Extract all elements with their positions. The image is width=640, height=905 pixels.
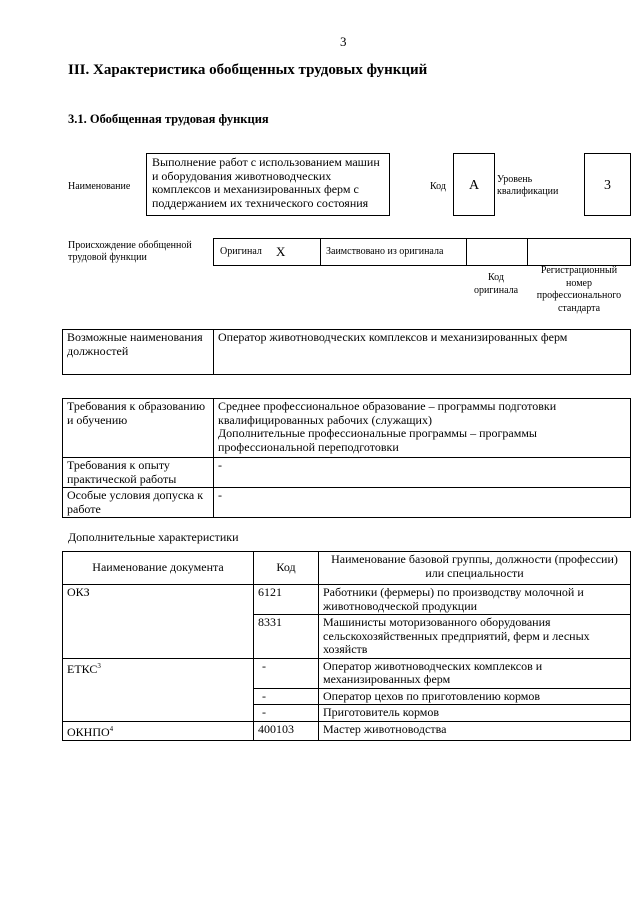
etks-code: - bbox=[254, 688, 319, 705]
oknpo-code: 400103 bbox=[254, 721, 319, 741]
etks-code: - bbox=[254, 705, 319, 722]
gtf-code-label: Код bbox=[430, 181, 446, 192]
oknpo-label: ОКНПО bbox=[67, 724, 110, 739]
req-experience-value: - bbox=[214, 458, 631, 488]
req-education-label: Требования к образованию и обучению bbox=[63, 399, 214, 458]
etks-name: Оператор цехов по приготовлению кормов bbox=[319, 688, 631, 705]
subsection-title: 3.1. Обобщенная трудовая функция bbox=[68, 112, 269, 126]
gtf-level-value: 3 bbox=[604, 178, 611, 193]
okz-name: Работники (фермеры) по производству молочной и животноводческой продукции bbox=[319, 585, 631, 615]
origin-code-original-label: Код оригинала bbox=[473, 272, 519, 296]
okz-name: Машинисты моторизованного оборудования сельскохозяйственных предприятий, ферм и лесных хозяйств bbox=[319, 615, 631, 659]
origin-original-label: Оригинал bbox=[220, 246, 262, 257]
positions-value: Оператор животноводческих комплексов и механизированных ферм bbox=[214, 330, 631, 375]
page-number: 3 bbox=[340, 34, 347, 49]
req-conditions-label: Особые условия допуска к работе bbox=[63, 488, 214, 518]
okz-code: 8331 bbox=[254, 615, 319, 659]
req-conditions-value: - bbox=[214, 488, 631, 518]
origin-divider bbox=[466, 239, 467, 265]
etks-name: Оператор животноводческих комплексов и механизированных ферм bbox=[319, 658, 631, 688]
header-name: Наименование базовой группы, должности (профессии) или специальности bbox=[319, 552, 631, 585]
oknpo-footnote: 4 bbox=[109, 724, 114, 733]
gtf-name-value: Выполнение работ с использованием машин и оборудования животноводческих комплексов и механизированных ферм с поддержанием их технического состояния bbox=[152, 155, 380, 210]
gtf-level-box bbox=[584, 153, 631, 216]
okz-code: 6121 bbox=[254, 585, 319, 615]
gtf-name-label: Наименование bbox=[68, 181, 131, 192]
positions-label: Возможные наименования должностей bbox=[63, 330, 214, 375]
etks-label: ЕТКС bbox=[67, 661, 98, 676]
origin-borrowed-label: Заимствовано из оригинала bbox=[326, 246, 444, 257]
positions-table bbox=[62, 329, 631, 375]
header-doc: Наименование документа bbox=[63, 552, 254, 585]
gtf-name-box bbox=[146, 153, 390, 216]
gtf-code-box bbox=[453, 153, 495, 216]
additional-table bbox=[62, 551, 631, 741]
gtf-code-value: A bbox=[468, 178, 480, 193]
oknpo-cell bbox=[63, 721, 254, 741]
req-experience-label: Требования к опыту практической работы bbox=[63, 458, 214, 488]
origin-original-mark: X bbox=[276, 244, 286, 259]
etks-code: - bbox=[254, 658, 319, 688]
etks-cell bbox=[63, 658, 254, 721]
gtf-level-label: Уровень квалификации bbox=[497, 174, 559, 197]
additional-title: Дополнительные характеристики bbox=[68, 530, 239, 544]
okz-label: ОКЗ bbox=[63, 585, 254, 659]
etks-name: Приготовитель кормов bbox=[319, 705, 631, 722]
origin-divider bbox=[320, 239, 321, 265]
origin-divider bbox=[527, 239, 528, 265]
origin-reg-number-label: Регистрационный номер профессионального стандарта bbox=[536, 265, 622, 314]
header-code: Код bbox=[254, 552, 319, 585]
origin-table bbox=[213, 238, 631, 266]
etks-footnote: 3 bbox=[97, 661, 101, 670]
oknpo-name: Мастер животноводства bbox=[319, 721, 631, 741]
req-education-value: Среднее профессиональное образование – программы подготовки квалифицированных рабочих (служащих) Дополнительные профессиональные программы – программы профессиональной переподготовки bbox=[214, 399, 631, 458]
section-title: III. Характеристика обобщенных трудовых функций bbox=[68, 62, 428, 78]
requirements-table bbox=[62, 398, 631, 518]
origin-label: Происхождение обобщенной трудовой функции bbox=[68, 240, 192, 263]
